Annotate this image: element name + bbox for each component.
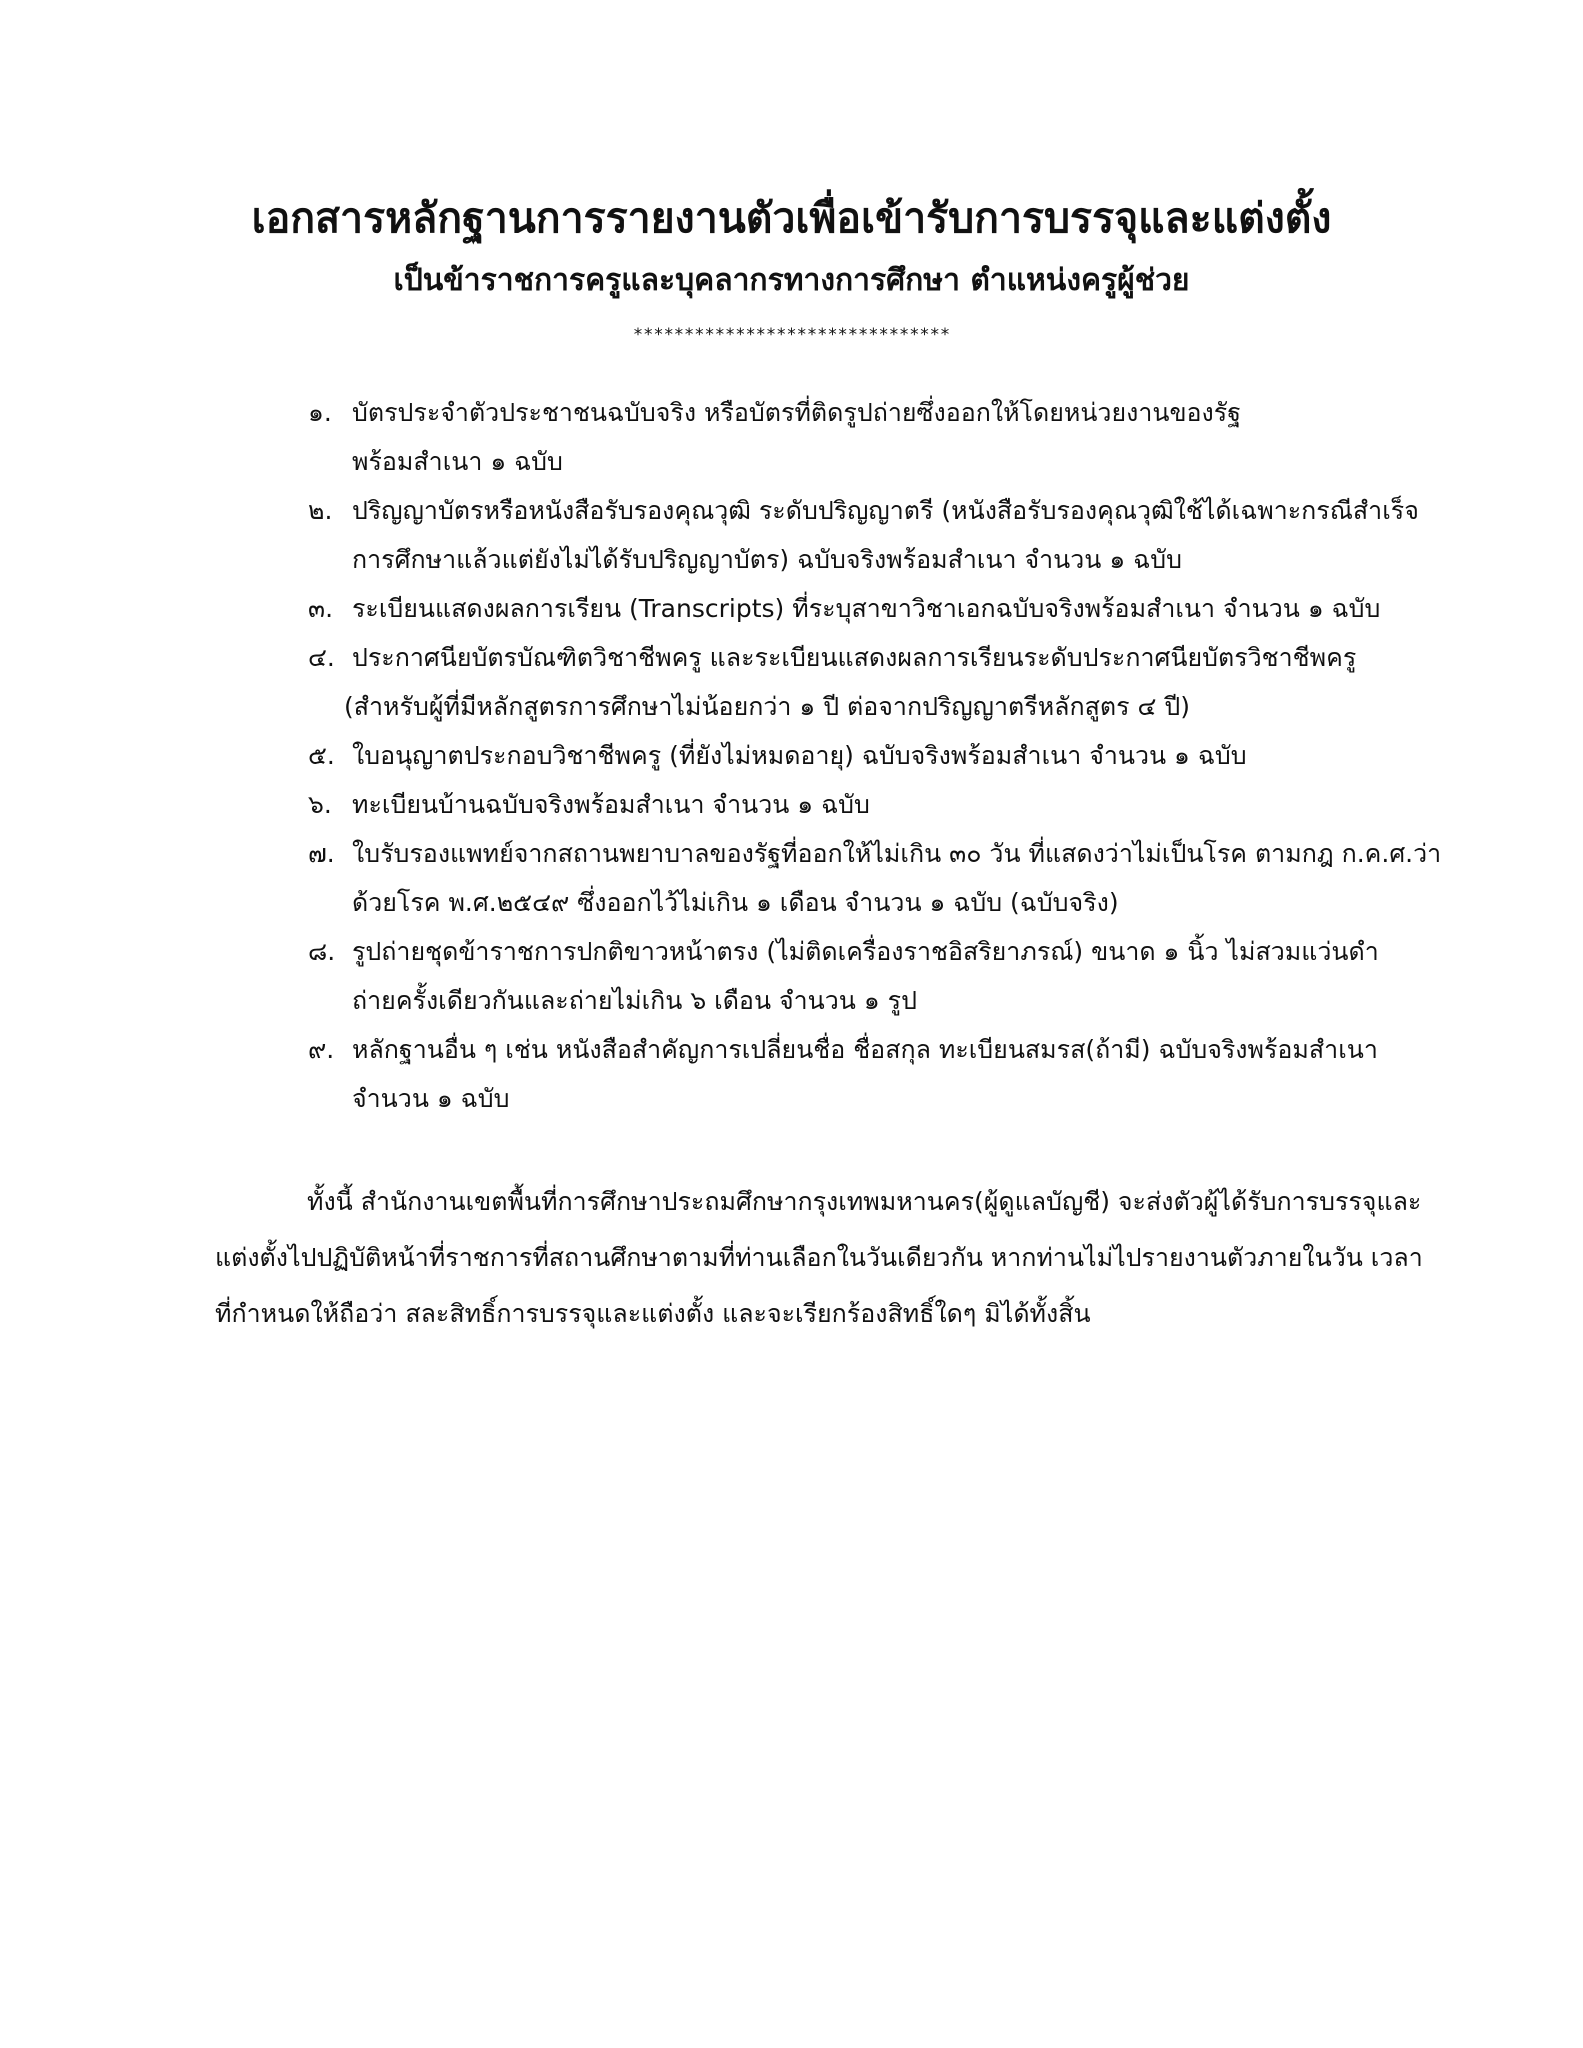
list-item-text xyxy=(352,829,1441,927)
list-item-text xyxy=(352,388,1241,486)
list-item-text xyxy=(352,486,1419,584)
list-item-number: ๑. xyxy=(308,398,332,427)
list-item-line: ทะเบียนบ้านฉบับจริงพร้อมสำเนา จำนวน ๑ ฉบับ xyxy=(352,790,870,819)
list-item-line: รูปถ่ายชุดข้าราชการปกติขาวหน้าตรง (ไม่ติดเครื่องราชอิสริยาภรณ์) ขนาด ๑ นิ้ว ไม่สวมแว่นดำ xyxy=(352,937,1379,966)
list-item-number: ๒. xyxy=(308,496,333,525)
list-item-number: ๖. xyxy=(308,790,332,819)
list-item-number: ๔. xyxy=(308,643,335,672)
list-item xyxy=(308,388,1468,486)
closing-note-paragraph xyxy=(215,1174,1435,1342)
list-item-text xyxy=(352,1025,1378,1123)
list-item-text xyxy=(352,780,870,829)
list-item-text xyxy=(352,584,1380,633)
list-item xyxy=(308,633,1468,731)
list-item-line: ใบอนุญาตประกอบวิชาชีพครู (ที่ยังไม่หมดอายุ) ฉบับจริงพร้อมสำเนา จำนวน ๑ ฉบับ xyxy=(352,741,1247,770)
required-documents-list xyxy=(308,388,1468,1123)
asterisk-divider: ******************************* xyxy=(632,325,951,345)
note-line: ที่กำหนดให้ถือว่า สละสิทธิ์การบรรจุและแต่งตั้ง และจะเรียกร้องสิทธิ์ใดๆ มิได้ทั้งสิ้น xyxy=(215,1299,1091,1328)
list-item-line: จำนวน ๑ ฉบับ xyxy=(352,1084,510,1113)
list-item-line: ประกาศนียบัตรบัณฑิตวิชาชีพครู และระเบียนแสดงผลการเรียนระดับประกาศนียบัตรวิชาชีพครู xyxy=(352,643,1357,672)
list-item-line: ด้วยโรค พ.ศ.๒๕๔๙ ซึ่งออกไว้ไม่เกิน ๑ เดือน จำนวน ๑ ฉบับ (ฉบับจริง) xyxy=(352,888,1119,917)
list-item-line: บัตรประจำตัวประชาชนฉบับจริง หรือบัตรที่ติดรูปถ่ายซึ่งออกให้โดยหน่วยงานของรัฐ xyxy=(352,398,1241,427)
list-item-line: การศึกษาแล้วแต่ยังไม่ได้รับปริญญาบัตร) ฉบับจริงพร้อมสำเนา จำนวน ๑ ฉบับ xyxy=(352,545,1182,574)
list-item-text xyxy=(344,633,1357,731)
list-item xyxy=(308,584,1468,633)
list-item-line: ถ่ายครั้งเดียวกันและถ่ายไม่เกิน ๖ เดือน จำนวน ๑ รูป xyxy=(352,986,917,1015)
list-item xyxy=(308,780,1468,829)
note-line: แต่งตั้งไปปฏิบัติหน้าที่ราชการที่สถานศึกษาตามที่ท่านเลือกในวันเดียวกัน หากท่านไม่ไปรายงานตัวภายในวัน เวลา xyxy=(215,1243,1423,1272)
list-item xyxy=(308,486,1468,584)
list-item-line: ระเบียนแสดงผลการเรียน (Transcripts) ที่ระบุสาขาวิชาเอกฉบับจริงพร้อมสำเนา จำนวน ๑ ฉบับ xyxy=(352,594,1381,623)
list-item-number: ๕. xyxy=(308,741,335,770)
list-item-line: พร้อมสำเนา ๑ ฉบับ xyxy=(352,447,563,476)
list-item xyxy=(308,927,1468,1025)
document-title: เอกสารหลักฐานการรายงานตัวเพื่อเข้ารับการบรรจุและแต่งตั้ง xyxy=(251,194,1332,242)
list-item-text xyxy=(352,731,1247,780)
list-item-number: ๗. xyxy=(308,839,335,868)
document-subtitle: เป็นข้าราชการครูและบุคลากรทางการศึกษา ตำแหน่งครูผู้ช่วย xyxy=(393,263,1190,298)
list-item-number: ๘. xyxy=(308,937,336,966)
list-item-number: ๓. xyxy=(308,594,334,623)
list-item-line: ปริญญาบัตรหรือหนังสือรับรองคุณวุฒิ ระดับปริญญาตรี (หนังสือรับรองคุณวุฒิใช้ได้เฉพาะกรณีสำเร็จ xyxy=(352,496,1419,525)
list-item xyxy=(308,829,1468,927)
list-item xyxy=(308,731,1468,780)
list-item-line: ใบรับรองแพทย์จากสถานพยาบาลของรัฐที่ออกให้ไม่เกิน ๓๐ วัน ที่แสดงว่าไม่เป็นโรค ตามกฎ ก.ค.ศ.ว่า xyxy=(352,839,1442,868)
list-item xyxy=(308,1025,1468,1123)
note-line: ทั้งนี้ สำนักงานเขตพื้นที่การศึกษาประถมศึกษากรุงเทพมหานคร(ผู้ดูแลบัญชี) จะส่งตัวผู้ได้รับการบรรจุและ xyxy=(307,1187,1422,1216)
list-item-line: หลักฐานอื่น ๆ เช่น หนังสือสำคัญการเปลี่ยนชื่อ ชื่อสกุล ทะเบียนสมรส(ถ้ามี) ฉบับจริงพร้อมสำเนา xyxy=(352,1035,1378,1064)
list-item-number: ๙. xyxy=(308,1035,335,1064)
list-item-text xyxy=(352,927,1379,1025)
list-item-line: (สำหรับผู้ที่มีหลักสูตรการศึกษาไม่น้อยกว่า ๑ ปี ต่อจากปริญญาตรีหลักสูตร ๔ ปี) xyxy=(344,692,1190,721)
